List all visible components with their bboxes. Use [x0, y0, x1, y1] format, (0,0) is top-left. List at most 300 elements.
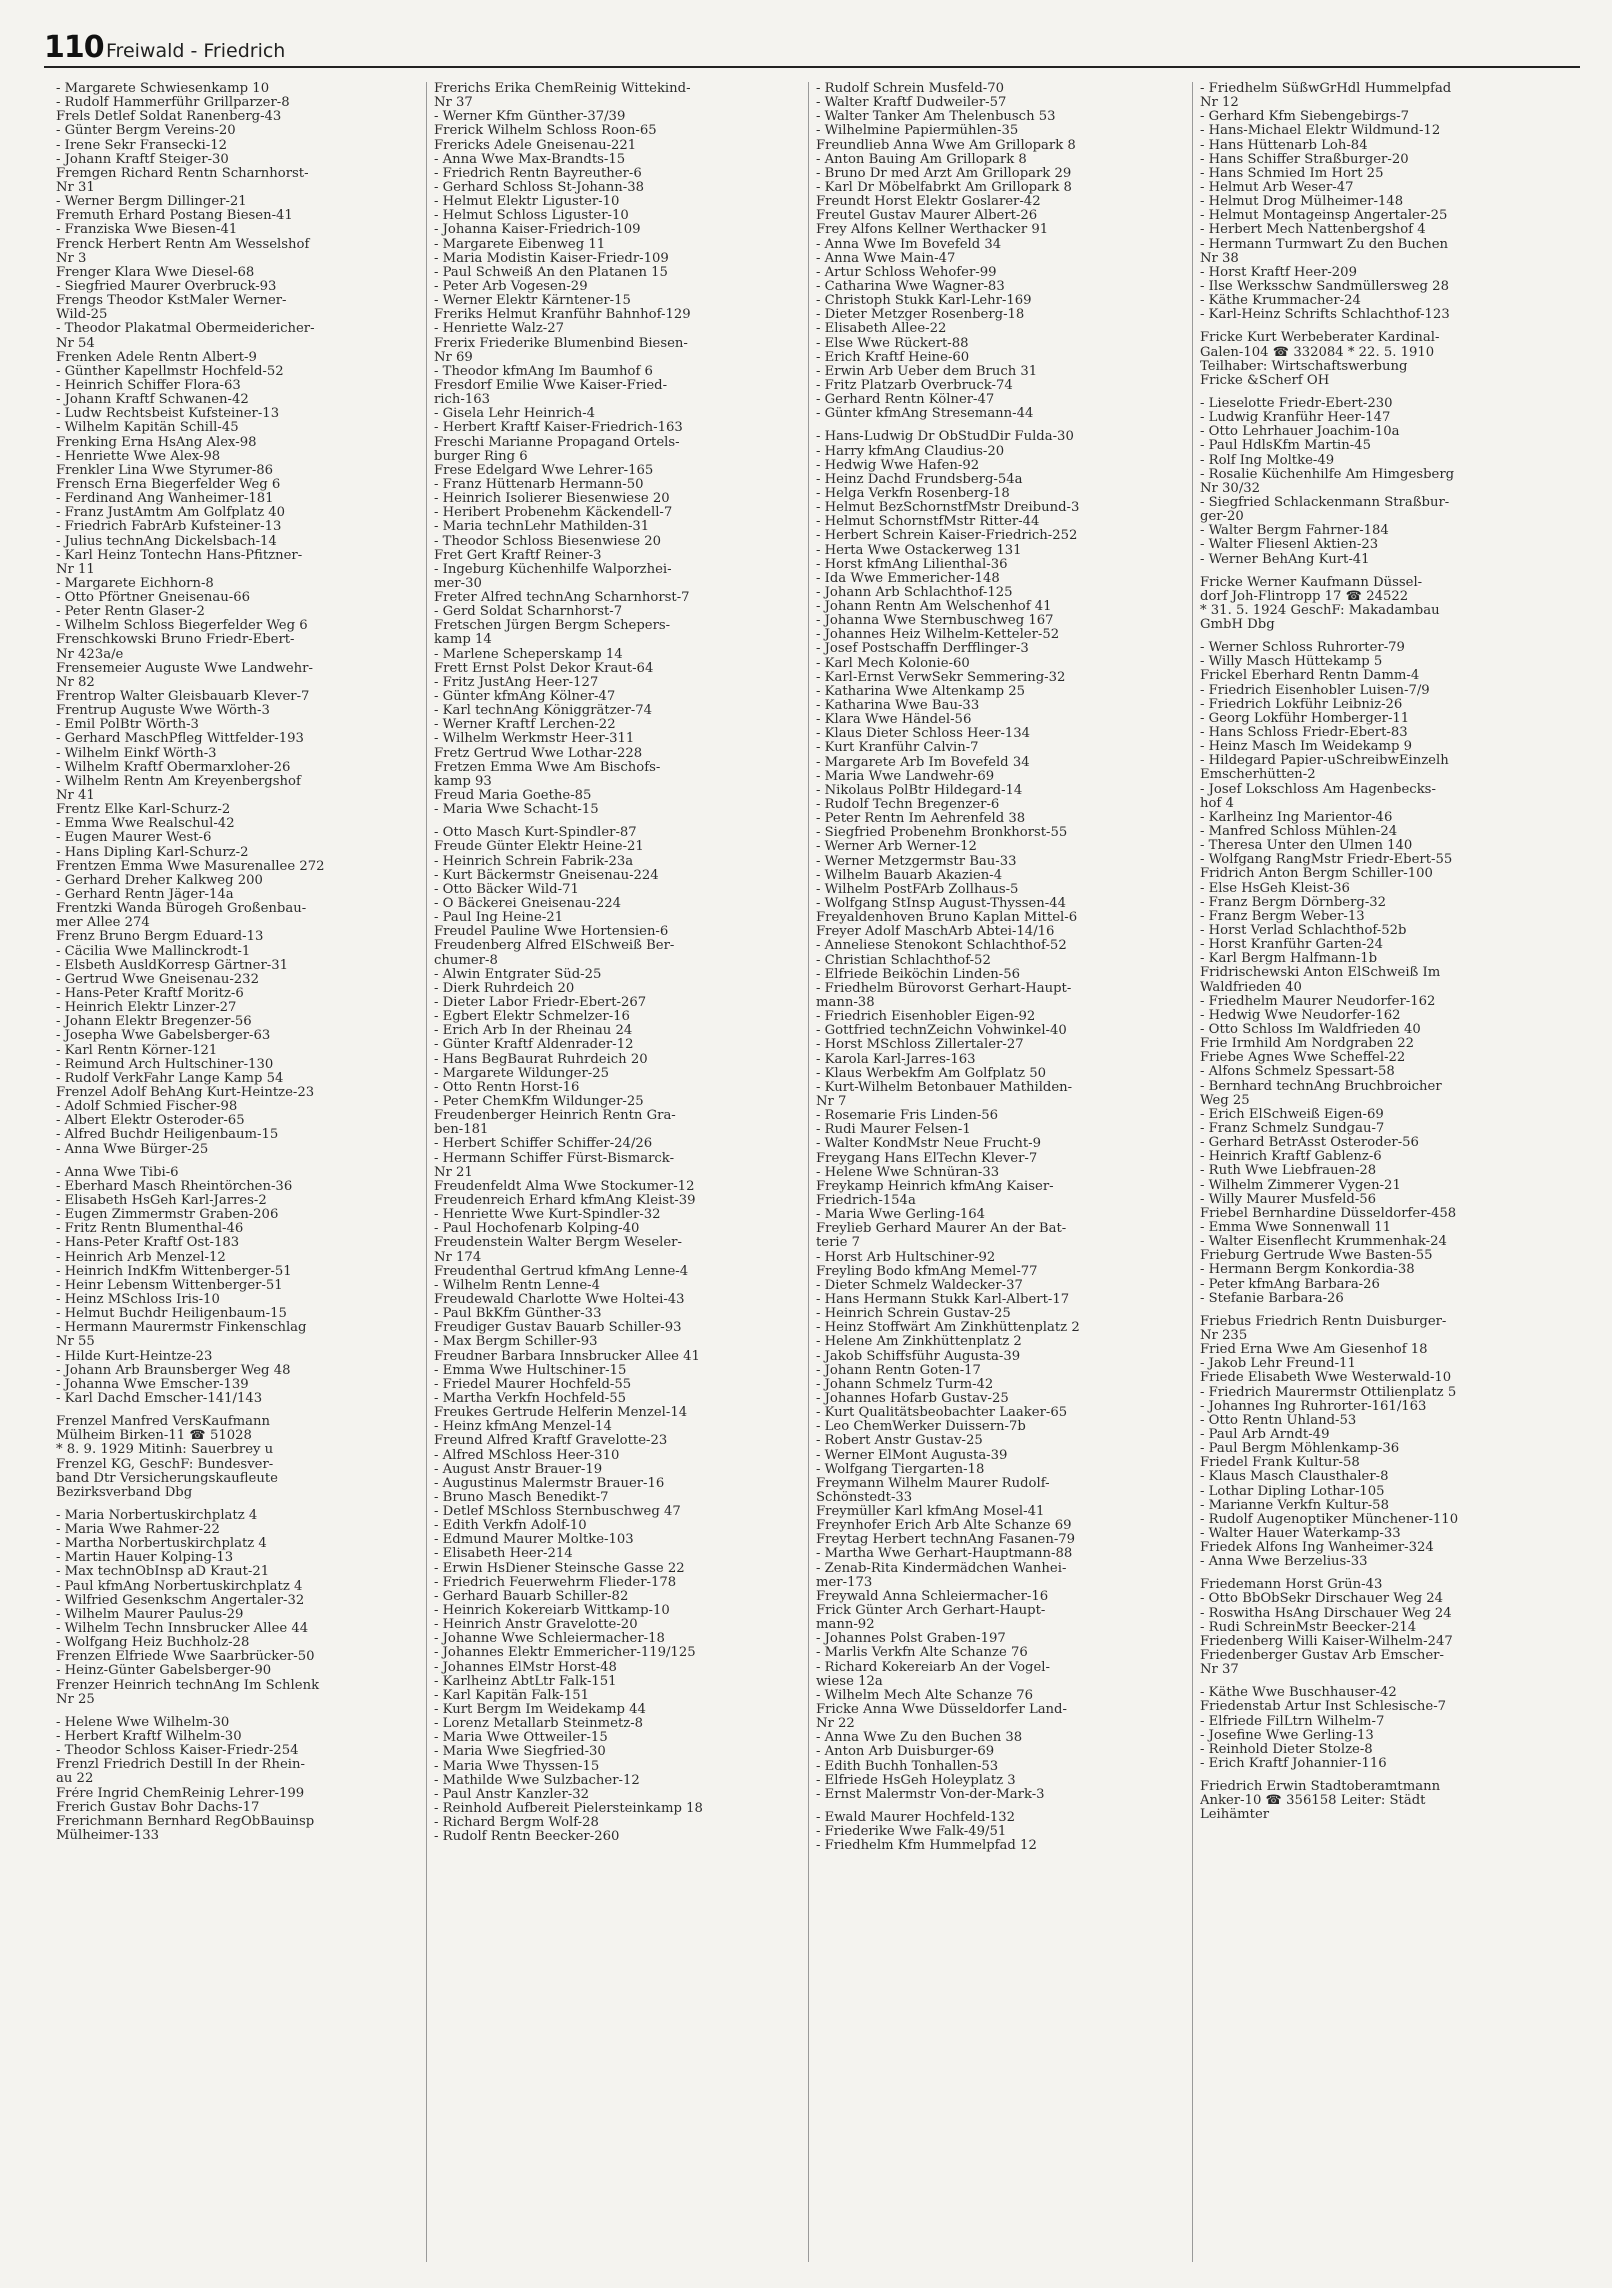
directory-entry-line: - Katharina Wwe Altenkamp 25: [816, 684, 1026, 699]
directory-entry-line: - Wilhelm Maurer Paulus-29: [56, 1607, 244, 1622]
directory-entry-line: - Franz Schmelz Sundgau-7: [1200, 1121, 1385, 1136]
directory-entry-line: Nr 82: [56, 675, 95, 690]
directory-entry-line: - Ruth Wwe Liebfrauen-28: [1200, 1164, 1377, 1179]
directory-entry-line: - Helene Am Zinkhüttenplatz 2: [816, 1335, 1022, 1350]
directory-entry-line: - Friedel Maurer Hochfeld-55: [434, 1377, 632, 1392]
directory-entry-line: - Wolfgang Heiz Buchholz-28: [56, 1636, 250, 1651]
directory-entry-line: - Stefanie Barbara-26: [1200, 1291, 1344, 1306]
directory-entry-line: - Helene Wwe Schnüran-33: [816, 1165, 1000, 1180]
directory-entry-line: - Martha Wwe Gerhart-Hauptmann-88: [816, 1547, 1073, 1562]
directory-entry-line: Freudenstein Walter Bergm Weseler-: [434, 1236, 682, 1251]
directory-entry-line: - Walter Tanker Am Thelenbusch 53: [816, 110, 1056, 125]
directory-entry-line: - Heinz Stoffwärt Am Zinkhüttenplatz 2: [816, 1321, 1080, 1336]
directory-entry-line: - Hans Schmied Im Hort 25: [1200, 166, 1384, 181]
directory-entry-line: - Leo ChemWerker Duissern-7b: [816, 1420, 1026, 1435]
directory-entry-line: Friede Elisabeth Wwe Westerwald-10: [1200, 1371, 1452, 1386]
directory-entry-line: Frére Ingrid ChemReinig Lehrer-199: [56, 1786, 305, 1801]
directory-entry-line: - Hilde Kurt-Heintze-23: [56, 1349, 213, 1364]
directory-entry-line: - Wilhelm Rentn Lenne-4: [434, 1278, 601, 1293]
directory-entry-line: - Marianne Verkfn Kultur-58: [1200, 1498, 1389, 1513]
directory-entry-line: - Kurt-Wilhelm Betonbauer Mathilden-: [816, 1080, 1073, 1095]
directory-entry-line: - Gottfried technZeichn Vohwinkel-40: [816, 1024, 1067, 1039]
directory-entry-line: - Elfriede HsGeh Holeyplatz 3: [816, 1773, 1016, 1788]
directory-entry-line: - O Bäckerei Gneisenau-224: [434, 897, 622, 912]
directory-entry-line: Frensemeier Auguste Wwe Landwehr-: [56, 661, 313, 676]
directory-entry-line: - Helene Wwe Wilhelm-30: [56, 1715, 230, 1730]
directory-entry-line: - Martin Hauer Kolping-13: [56, 1551, 234, 1566]
directory-entry-line: ben-181: [434, 1123, 489, 1138]
directory-entry-line: - Hans Schloss Friedr-Ebert-83: [1200, 726, 1408, 741]
directory-entry-line: - Friedhelm Kfm Hummelpfad 12: [816, 1839, 1037, 1854]
directory-entry-line: Fretzen Emma Wwe Am Bischofs-: [434, 760, 661, 775]
directory-entry-line: - Richard Kokereiarb An der Vogel-: [816, 1660, 1050, 1675]
directory-entry-line: - Erich Kraftf Johannier-116: [1200, 1757, 1387, 1772]
directory-entry-line: Friebus Friedrich Rentn Duisburger-: [1200, 1314, 1447, 1329]
directory-entry-line: Nr 22: [816, 1717, 855, 1732]
directory-entry-line: - Reinhold Aufbereit Pielersteinkamp 18: [434, 1802, 703, 1817]
directory-entry-line: Nr 54: [56, 336, 95, 351]
directory-entry-line: Friedenstab Artur Inst Schlesische-7: [1200, 1700, 1447, 1715]
directory-entry-line: - Hans-Ludwig Dr ObStudDir Fulda-30: [816, 430, 1074, 445]
directory-entry-line: - Peter Arb Vogesen-29: [434, 279, 588, 294]
directory-entry-line: Frentzen Emma Wwe Masurenallee 272: [56, 859, 325, 874]
directory-entry-line: - Maria technLehr Mathilden-31: [434, 520, 650, 535]
directory-entry-line: - Rudolf VerkFahr Lange Kamp 54: [56, 1071, 284, 1086]
directory-entry-line: - Johann Elektr Bregenzer-56: [56, 1015, 252, 1030]
directory-entry-line: - Heinrich Schiffer Flora-63: [56, 378, 241, 393]
directory-entry-line: Frenger Klara Wwe Diesel-68: [56, 265, 255, 280]
directory-entry-line: - Maria Wwe Rahmer-22: [56, 1523, 220, 1538]
directory-entry-line: - Peter kfmAng Barbara-26: [1200, 1277, 1380, 1292]
directory-entry-line: Freymann Wilhelm Maurer Rudolf-: [816, 1476, 1050, 1491]
directory-entry-line: - Walter Eisenflecht Krummenhak-24: [1200, 1235, 1447, 1250]
directory-entry-line: Teilhaber: Wirtschaftswerbung: [1200, 359, 1408, 374]
directory-entry-line: - Maria Wwe Schacht-15: [434, 803, 599, 818]
directory-entry-line: - Erwin HsDiener Steinsche Gasse 22: [434, 1561, 685, 1576]
directory-entry-line: band Dtr Versicherungskaufleute: [56, 1471, 278, 1486]
directory-entry-line: Freundt Horst Elektr Goslarer-42: [816, 195, 1041, 210]
directory-entry-line: - Gerd Soldat Scharnhorst-7: [434, 605, 623, 620]
directory-entry-line: - Werner Arb Werner-12: [816, 840, 977, 855]
directory-entry-line: Freude Günter Elektr Heine-21: [434, 840, 644, 855]
directory-entry-line: Fricke Werner Kaufmann Düssel-: [1200, 575, 1423, 590]
directory-entry-line: - Hans-Michael Elektr Wildmund-12: [1200, 124, 1441, 139]
directory-entry-line: - Hans-Peter Kraftf Ost-183: [56, 1236, 240, 1251]
directory-entry-line: - Horst MSchloss Zillertaler-27: [816, 1038, 1024, 1053]
directory-entry-line: - Gerhard Schloss St-Johann-38: [434, 180, 644, 195]
directory-entry-line: - Helmut Buchdr Heiligenbaum-15: [56, 1307, 287, 1322]
directory-entry-line: - Henriette Walz-27: [434, 322, 565, 337]
directory-entry-line: - Johannes Hofarb Gustav-25: [816, 1391, 1009, 1406]
directory-entry-line: - Rudolf Augenoptiker Münchener-110: [1200, 1512, 1459, 1527]
directory-entry-line: - Hans Hermann Stukk Karl-Albert-17: [816, 1292, 1070, 1307]
directory-entry-line: - Kurt Bäckermstr Gneisenau-224: [434, 868, 659, 883]
directory-entry-line: - Franz Bergm Weber-13: [1200, 909, 1365, 924]
directory-entry-line: - Wilhelm PostFArb Zollhaus-5: [816, 882, 1019, 897]
entry-spacer: [56, 1707, 420, 1716]
directory-entry-line: - Egbert Elektr Schmelzer-16: [434, 1010, 630, 1025]
directory-entry-line: - Werner Schloss Ruhrorter-79: [1200, 641, 1405, 656]
directory-entry-line: - Willy Maurer Musfeld-56: [1200, 1192, 1377, 1207]
directory-entry-line: - Hans BegBaurat Ruhrdeich 20: [434, 1052, 648, 1067]
directory-entry-line: - Franz Hüttenarb Hermann-50: [434, 477, 644, 492]
directory-entry-line: au 22: [56, 1772, 94, 1787]
directory-entry-line: Fried Erna Wwe Am Giesenhof 18: [1200, 1343, 1428, 1358]
directory-entry-line: Frericks Adele Gneisenau-221: [434, 138, 637, 153]
directory-entry-line: - Heinrich Anstr Gravelotte-20: [434, 1618, 638, 1633]
directory-entry-line: - Maria Norbertuskirchplatz 4: [56, 1508, 258, 1523]
directory-entry-line: - Wilhelm Zimmerer Vygen-21: [1200, 1178, 1401, 1193]
directory-entry-line: - Eberhard Masch Rheintörchen-36: [56, 1179, 293, 1194]
directory-entry-line: Frensch Erna Biegerfelder Weg 6: [56, 477, 281, 492]
directory-entry-line: - Edith Verkfn Adolf-10: [434, 1519, 587, 1534]
directory-entry-line: - Heinz Masch Im Weidekamp 9: [1200, 740, 1413, 755]
directory-entry-line: - Friedrich Rentn Bayreuther-6: [434, 166, 642, 181]
directory-entry-line: - Alwin Entgrater Süd-25: [434, 967, 602, 982]
directory-entry-line: Frenken Adele Rentn Albert-9: [56, 350, 257, 365]
directory-entry-line: - Ida Wwe Emmericher-148: [816, 571, 1000, 586]
directory-entry-line: kamp 14: [434, 633, 492, 648]
directory-entry-line: - Friedrich Maurermstr Ottilienplatz 5: [1200, 1385, 1457, 1400]
directory-entry-line: - Emma Wwe Hultschiner-15: [434, 1363, 627, 1378]
directory-entry-line: - Ingeburg Küchenhilfe Walporzhei-: [434, 562, 672, 577]
directory-entry-line: - Wilhelm Einkf Wörth-3: [56, 746, 217, 761]
directory-entry-line: - Anna Wwe Bürger-25: [56, 1142, 209, 1157]
directory-entry-line: chumer-8: [434, 953, 498, 968]
directory-entry-line: - Gisela Lehr Heinrich-4: [434, 407, 596, 422]
directory-entry-line: - Anna Wwe Zu den Buchen 38: [816, 1731, 1023, 1746]
directory-entry-line: - Bernhard technAng Bruchbroicher: [1200, 1079, 1442, 1094]
directory-entry-line: - Käthe Wwe Buschhauser-42: [1200, 1686, 1397, 1701]
directory-entry-line: - Ilse Werksschw Sandmüllersweg 28: [1200, 279, 1449, 294]
directory-entry-line: - Johann Rentn Am Welschenhof 41: [816, 600, 1052, 615]
directory-entry-line: - Jakob Schiffsführ Augusta-39: [816, 1349, 1021, 1364]
directory-entry-line: - Albert Elektr Osteroder-65: [56, 1114, 245, 1129]
directory-entry-line: - Rudi SchreinMstr Beecker-214: [1200, 1620, 1417, 1635]
directory-entry-line: - Ferdinand Ang Wanheimer-181: [56, 492, 274, 507]
directory-entry-line: Freschi Marianne Propagand Ortels-: [434, 435, 680, 450]
directory-entry-line: Freudenfeldt Alma Wwe Stockumer-12: [434, 1179, 695, 1194]
directory-entry-line: Friebel Bernhardine Düsseldorfer-458: [1200, 1206, 1457, 1221]
directory-entry-line: - Walter Hauer Waterkamp-33: [1200, 1526, 1401, 1541]
directory-entry-line: - Kurt Bergm Im Weidekamp 44: [434, 1703, 646, 1718]
directory-entry-line: Nr 7: [816, 1094, 847, 1109]
directory-entry-line: Freudner Barbara Innsbrucker Allee 41: [434, 1349, 700, 1364]
directory-entry-line: - Anna Wwe Main-47: [816, 251, 956, 266]
directory-entry-line: - Herbert Mech Nattenbergshof 4: [1200, 223, 1426, 238]
directory-entry-line: - Hermann Maurermstr Finkenschlag: [56, 1321, 307, 1336]
directory-entry-line: - Paul HdlsKfm Martin-45: [1200, 439, 1371, 454]
directory-entry-line: - Theresa Unter den Ulmen 140: [1200, 839, 1413, 854]
directory-entry-line: Galen-104 ☎ 332084 * 22. 5. 1910: [1200, 345, 1435, 360]
directory-entry-line: - Günter kfmAng Kölner-47: [434, 690, 616, 705]
directory-entry-line: - Günter kfmAng Stresemann-44: [816, 407, 1034, 422]
directory-entry-line: - Herbert Schiffer Schiffer-24/26: [434, 1137, 653, 1152]
directory-entry-line: Fremgen Richard Rentn Scharnhorst-: [56, 166, 309, 181]
directory-entry-line: - Anneliese Stenokont Schlachthof-52: [816, 939, 1067, 954]
directory-entry-line: - Wilhelm Werkmstr Heer-311: [434, 732, 635, 747]
directory-entry-line: - Edmund Maurer Moltke-103: [434, 1533, 634, 1548]
directory-entry-line: - Augustinus Malermstr Brauer-16: [434, 1476, 665, 1491]
directory-entry-line: - Hermann Turmwart Zu den Buchen: [1200, 237, 1448, 252]
directory-entry-line: - Eugen Zimmermstr Graben-206: [56, 1208, 279, 1223]
directory-column-3: [816, 82, 1180, 2272]
directory-entry-line: Frieburg Gertrude Wwe Basten-55: [1200, 1249, 1433, 1264]
directory-entry-line: Frerichs Erika ChemReinig Wittekind-: [434, 82, 691, 96]
directory-entry-line: ger-20: [1200, 510, 1244, 525]
directory-entry-line: Freutel Gustav Maurer Albert-26: [816, 209, 1038, 224]
directory-entry-line: burger Ring 6: [434, 449, 528, 464]
directory-entry-line: Frie Irmhild Am Nordgraben 22: [1200, 1037, 1415, 1052]
directory-entry-line: - Heinrich Arb Menzel-12: [56, 1250, 226, 1265]
directory-entry-line: - Harry kfmAng Claudius-20: [816, 444, 1005, 459]
directory-entry-line: - Franz Bergm Dörnberg-32: [1200, 895, 1387, 910]
directory-entry-line: - Wilhelm Kapitän Schill-45: [56, 421, 239, 436]
directory-entry-line: - Karl Dr Möbelfabrkt Am Grillopark 8: [816, 180, 1072, 195]
directory-entry-line: Frerich Gustav Bohr Dachs-17: [56, 1800, 260, 1815]
directory-entry-line: - Julius technAng Dickelsbach-14: [56, 534, 277, 549]
directory-entry-line: - Maria Wwe Thyssen-15: [434, 1759, 600, 1774]
directory-entry-line: - Alfred Buchdr Heiligenbaum-15: [56, 1128, 279, 1143]
directory-entry-line: - Johannes Elektr Emmericher-119/125: [434, 1646, 696, 1661]
directory-entry-line: - Günter Bergm Vereins-20: [56, 124, 236, 139]
directory-entry-line: - Walter KondMstr Neue Frucht-9: [816, 1137, 1041, 1152]
directory-entry-line: Nr 55: [56, 1335, 95, 1350]
directory-entry-line: - Karl technAng Königgrätzer-74: [434, 704, 652, 719]
directory-entry-line: - Helmut Arb Weser-47: [1200, 180, 1354, 195]
directory-entry-line: - Margarete Wildunger-25: [434, 1066, 609, 1081]
directory-entry-line: - Karl-Heinz Schrifts Schlachthof-123: [1200, 308, 1450, 323]
directory-entry-line: - Klaus Masch Clausthaler-8: [1200, 1470, 1389, 1485]
directory-entry-line: - Otto Masch Kurt-Spindler-87: [434, 826, 637, 841]
directory-entry-line: Frenking Erna HsAng Alex-98: [56, 435, 257, 450]
directory-entry-line: - Friedrich Eisenhobler Luisen-7/9: [1200, 683, 1430, 698]
directory-entry-line: - Werner Kfm Günther-37/39: [434, 110, 626, 125]
directory-entry-line: wiese 12a: [816, 1674, 883, 1689]
directory-entry-line: Freudenberg Alfred ElSchweiß Ber-: [434, 939, 675, 954]
directory-entry-line: - Ludw Rechtsbeist Kufsteiner-13: [56, 407, 280, 422]
directory-entry-line: - Lothar Dipling Lothar-105: [1200, 1484, 1385, 1499]
directory-entry-line: - Helmut Montageinsp Angertaler-25: [1200, 209, 1448, 224]
directory-entry-line: Mülheimer-133: [56, 1829, 159, 1844]
directory-entry-line: - Maria Modistin Kaiser-Friedr-109: [434, 251, 669, 266]
directory-entry-line: Friedrich Erwin Stadtoberamtmann: [1200, 1780, 1441, 1795]
entry-spacer: [1200, 322, 1564, 331]
directory-entry-line: - Günter Kraftf Aldenrader-12: [434, 1038, 634, 1053]
directory-entry-line: - Reinhold Dieter Stolze-8: [1200, 1742, 1373, 1757]
directory-entry-line: - Werner BehAng Kurt-41: [1200, 552, 1370, 567]
directory-entry-line: Freywald Anna Schleiermacher-16: [816, 1589, 1049, 1604]
directory-entry-line: - Rudolf Schrein Musfeld-70: [816, 82, 1005, 96]
directory-entry-line: Frickel Eberhard Rentn Damm-4: [1200, 669, 1420, 684]
directory-entry-line: Friedenberger Gustav Arb Emscher-: [1200, 1649, 1444, 1664]
directory-entry-line: Fridrischewski Anton ElSchweiß Im: [1200, 966, 1441, 981]
directory-entry-line: Fretschen Jürgen Bergm Schepers-: [434, 619, 671, 634]
directory-entry-line: Frenz Bruno Bergm Eduard-13: [56, 930, 264, 945]
directory-entry-line: - Erich Kraftf Heine-60: [816, 350, 970, 365]
directory-entry-line: - Heinrich Kokereiarb Wittkamp-10: [434, 1604, 670, 1619]
directory-entry-line: Friedel Frank Kultur-58: [1200, 1456, 1360, 1471]
directory-entry-line: - Edith Buchh Tonhallen-53: [816, 1759, 999, 1774]
directory-entry-line: Frentrup Auguste Wwe Wörth-3: [56, 704, 270, 719]
directory-entry-line: - Klara Wwe Händel-56: [816, 713, 972, 728]
directory-entry-line: Freudewald Charlotte Wwe Holtei-43: [434, 1292, 685, 1307]
directory-entry-line: - Johann Schmelz Turm-42: [816, 1377, 994, 1392]
directory-entry-line: - Dieter Schmelz Waldecker-37: [816, 1278, 1023, 1293]
directory-entry-line: Freudenberger Heinrich Rentn Gra-: [434, 1109, 676, 1124]
directory-entry-line: - Karl Dachd Emscher-141/143: [56, 1391, 263, 1406]
directory-entry-line: Freukes Gertrude Helferin Menzel-14: [434, 1406, 688, 1421]
directory-entry-line: - Friederike Wwe Falk-49/51: [816, 1825, 1007, 1840]
directory-entry-line: Frenzel Manfred VersKaufmann: [56, 1415, 271, 1430]
entry-spacer: [56, 1157, 420, 1166]
directory-entry-line: - Rudolf Rentn Beecker-260: [434, 1830, 620, 1845]
directory-entry-line: Frick Günter Arch Gerhart-Haupt-: [816, 1604, 1046, 1619]
directory-entry-line: Freygang Hans ElTechn Klever-7: [816, 1151, 1038, 1166]
directory-entry-line: Frenkler Lina Wwe Styrumer-86: [56, 463, 274, 478]
directory-entry-line: - Gerhard Bauarb Schiller-82: [434, 1589, 629, 1604]
directory-entry-line: - Otto BbObSekr Dirschauer Weg 24: [1200, 1592, 1443, 1607]
directory-entry-line: Weg 25: [1200, 1093, 1250, 1108]
directory-entry-line: - Lorenz Metallarb Steinmetz-8: [434, 1717, 644, 1732]
directory-entry-line: - Emma Wwe Sonnenwall 11: [1200, 1220, 1391, 1235]
directory-entry-line: - Heinz-Günter Gabelsberger-90: [56, 1664, 272, 1679]
directory-entry-line: - Peter Rentn Im Aehrenfeld 38: [816, 812, 1026, 827]
directory-entry-line: - Fritz Platzarb Overbruck-74: [816, 378, 1013, 393]
directory-entry-line: - Hedwig Wwe Neudorfer-162: [1200, 1008, 1401, 1023]
directory-entry-line: - Rosalie Küchenhilfe Am Himgesberg: [1200, 467, 1455, 482]
directory-entry-line: - Manfred Schloss Mühlen-24: [1200, 825, 1398, 840]
directory-entry-line: - Friedhelm SüßwGrHdl Hummelpfad: [1200, 82, 1452, 96]
directory-entry-line: Nr 21: [434, 1165, 473, 1180]
directory-entry-line: - Otto Bäcker Wild-71: [434, 882, 579, 897]
directory-entry-line: - Christoph Stukk Karl-Lehr-169: [816, 294, 1032, 309]
entry-spacer: [1200, 632, 1564, 641]
directory-entry-line: mer Allee 274: [56, 916, 150, 931]
directory-entry-line: - Margarete Schwiesenkamp 10: [56, 82, 270, 96]
directory-entry-line: - Franziska Wwe Biesen-41: [56, 223, 238, 238]
directory-entry-line: Freter Alfred technAng Scharnhorst-7: [434, 591, 690, 606]
directory-entry-line: Waldfrieden 40: [1200, 980, 1302, 995]
directory-entry-line: - Kurt Qualitätsbeobachter Laaker-65: [816, 1406, 1068, 1421]
entry-spacer: [1200, 388, 1564, 397]
directory-entry-line: Freudenthal Gertrud kfmAng Lenne-4: [434, 1264, 689, 1279]
directory-entry-line: - Jakob Lehr Freund-11: [1200, 1357, 1356, 1372]
directory-entry-line: Fresdorf Emilie Wwe Kaiser-Fried-: [434, 378, 668, 393]
directory-entry-line: - Georg Lokführ Homberger-11: [1200, 711, 1410, 726]
directory-entry-line: - Karl Kapitän Falk-151: [434, 1688, 590, 1703]
directory-entry-line: - Detlef MSchloss Sternbuschweg 47: [434, 1505, 681, 1520]
directory-entry-line: - Gertrud Wwe Gneisenau-232: [56, 972, 259, 987]
entry-spacer: [1200, 1771, 1564, 1780]
directory-entry-line: rich-163: [434, 393, 491, 408]
directory-entry-line: hof 4: [1200, 796, 1234, 811]
directory-entry-line: - Walter Fliesenl Aktien-23: [1200, 538, 1379, 553]
directory-entry-line: - Werner Kraftf Lerchen-22: [434, 718, 616, 733]
directory-entry-line: Bezirksverband Dbg: [56, 1485, 193, 1500]
directory-entry-line: - Else Wwe Rückert-88: [816, 336, 969, 351]
directory-entry-line: - Josefine Wwe Gerling-13: [1200, 1728, 1374, 1743]
directory-entry-line: Frerichmann Bernhard RegObBauinsp: [56, 1814, 315, 1829]
directory-entry-line: - Helmut Drog Mülheimer-148: [1200, 195, 1404, 210]
directory-entry-line: - Gerhard Dreher Kalkweg 200: [56, 873, 263, 888]
column-divider: [426, 82, 427, 2262]
directory-entry-line: - Horst Kraftf Heer-209: [1200, 265, 1357, 280]
directory-entry-line: - Theodor Plakatmal Obermeidericher-: [56, 322, 315, 337]
directory-entry-line: Nr 30/32: [1200, 481, 1261, 496]
directory-entry-line: - Wilhelm Rentn Am Kreyenbergshof: [56, 774, 301, 789]
directory-entry-line: Nr 235: [1200, 1328, 1248, 1343]
directory-entry-line: - Zenab-Rita Kindermädchen Wanhei-: [816, 1561, 1067, 1576]
directory-entry-line: - Otto Schloss Im Waldfrieden 40: [1200, 1023, 1421, 1037]
directory-entry-line: - Heinrich Elektr Linzer-27: [56, 1001, 237, 1016]
directory-entry-line: Frenzl Friedrich Destill In der Rhein-: [56, 1758, 305, 1773]
directory-entry-line: - Emil PolBtr Wörth-3: [56, 718, 199, 733]
directory-entry-line: - Richard Bergm Wolf-28: [434, 1816, 599, 1831]
directory-entry-line: Frenzel Adolf BehAng Kurt-Heintze-23: [56, 1085, 315, 1100]
directory-entry-line: - Theodor Schloss Biesenwiese 20: [434, 534, 661, 549]
directory-entry-line: - Wilhelm Schloss Biegerfelder Weg 6: [56, 619, 308, 634]
directory-column-4: [1200, 82, 1564, 2272]
directory-entry-line: - Rolf Ing Moltke-49: [1200, 453, 1335, 468]
directory-entry-line: - Franz JustAmtm Am Golfplatz 40: [56, 506, 286, 521]
directory-entry-line: Frengs Theodor KstMaler Werner-: [56, 294, 287, 309]
directory-entry-line: Nr 37: [434, 96, 473, 111]
directory-entry-line: Frenck Herbert Rentn Am Wesselshof: [56, 237, 310, 252]
directory-entry-line: GmbH Dbg: [1200, 618, 1275, 633]
directory-entry-line: - Hans Dipling Karl-Schurz-2: [56, 845, 249, 860]
directory-entry-line: Frentzki Wanda Bürogeh Großenbau-: [56, 902, 307, 917]
directory-entry-line: - Friedrich Lokführ Leibniz-26: [1200, 697, 1403, 712]
directory-entry-line: - Horst Arb Hultschiner-92: [816, 1250, 996, 1265]
directory-entry-line: - Karl Rentn Körner-121: [56, 1043, 218, 1058]
directory-entry-line: - Peter Rentn Glaser-2: [56, 605, 205, 620]
directory-entry-line: - Paul kfmAng Norbertuskirchplatz 4: [56, 1579, 303, 1594]
directory-entry-line: Frett Ernst Polst Dekor Kraut-64: [434, 661, 654, 676]
directory-entry-line: - Wolfgang RangMstr Friedr-Ebert-55: [1200, 853, 1453, 868]
directory-entry-line: - Elsbeth AusldKorresp Gärtner-31: [56, 958, 289, 973]
directory-entry-line: Freudel Pauline Wwe Hortensien-6: [434, 925, 669, 940]
directory-entry-line: Nr 38: [1200, 251, 1239, 266]
directory-entry-line: - Margarete Eichhorn-8: [56, 576, 214, 591]
directory-entry-line: mer-30: [434, 576, 482, 591]
directory-entry-line: - Helmut Schloss Liguster-10: [434, 209, 629, 224]
directory-entry-line: - Heinrich Schrein Gustav-25: [816, 1307, 1011, 1322]
directory-entry-line: - Erwin Arb Ueber dem Bruch 31: [816, 364, 1038, 379]
directory-entry-line: terie 7: [816, 1236, 861, 1251]
directory-entry-line: Friedek Alfons Ing Wanheimer-324: [1200, 1541, 1434, 1556]
directory-entry-line: - Katharina Wwe Bau-33: [816, 699, 980, 714]
directory-entry-line: - Otto Rentn Horst-16: [434, 1080, 580, 1095]
directory-entry-line: - Peter ChemKfm Wildunger-25: [434, 1094, 644, 1109]
directory-entry-line: - Dieter Labor Friedr-Ebert-267: [434, 996, 647, 1010]
directory-entry-line: Freytag Herbert technAng Fasanen-79: [816, 1533, 1076, 1548]
directory-entry-line: Friedemann Horst Grün-43: [1200, 1578, 1383, 1593]
directory-entry-line: - Ewald Maurer Hochfeld-132: [816, 1811, 1016, 1826]
directory-entry-line: - Hermann Bergm Konkordia-38: [1200, 1263, 1415, 1278]
directory-entry-line: - Heinz MSchloss Iris-10: [56, 1292, 220, 1307]
directory-entry-line: Nr 423a/e: [56, 647, 124, 662]
directory-entry-line: mann-38: [816, 996, 875, 1010]
directory-entry-line: - Anna Wwe Berzelius-33: [1200, 1555, 1368, 1570]
directory-entry-line: - Klaus Werbekfm Am Golfplatz 50: [816, 1066, 1046, 1081]
directory-entry-line: - Werner Bergm Dillinger-21: [56, 195, 247, 210]
directory-entry-line: - Johannes Heiz Wilhelm-Ketteler-52: [816, 628, 1060, 643]
directory-entry-line: - Karl Mech Kolonie-60: [816, 656, 970, 671]
directory-entry-line: Freudenreich Erhard kfmAng Kleist-39: [434, 1193, 696, 1208]
directory-entry-line: Leihämter: [1200, 1808, 1270, 1823]
directory-entry-line: Nr 31: [56, 180, 95, 195]
